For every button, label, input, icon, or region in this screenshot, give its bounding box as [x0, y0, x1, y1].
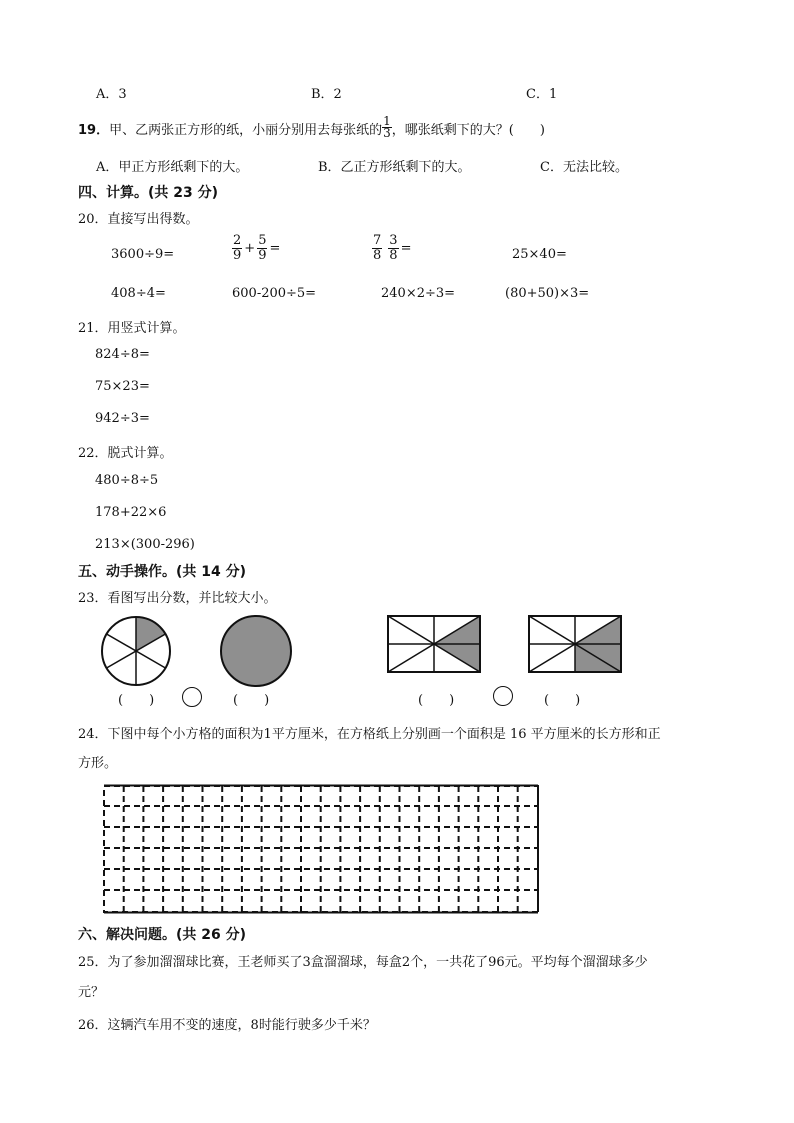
numerator: 3: [389, 233, 398, 248]
question-21-title: 21．用竖式计算。: [78, 321, 186, 336]
expression[interactable]: 25×40=: [512, 247, 567, 262]
option-c[interactable]: C．1: [526, 87, 558, 102]
question-text-after: ，哪张纸剩下的大？( ): [391, 123, 545, 138]
denominator: 8: [389, 248, 398, 263]
equals: =: [400, 241, 412, 256]
full-circle-figure: [219, 614, 293, 688]
denominator: 9: [258, 248, 267, 263]
expression[interactable]: 942÷3=: [95, 411, 150, 426]
shaded-circle: [221, 616, 291, 686]
expression[interactable]: 75×23=: [95, 379, 150, 394]
numerator: 5: [258, 233, 267, 248]
option-a[interactable]: A．甲正方形纸剩下的大。: [96, 160, 249, 175]
fraction: [232, 234, 242, 263]
expression[interactable]: 408÷4=: [111, 286, 166, 301]
option-b[interactable]: B．乙正方形纸剩下的大。: [318, 160, 471, 175]
fraction-denominator: 3: [383, 126, 391, 140]
compare-circle[interactable]: [182, 687, 202, 707]
expression[interactable]: 480÷8÷5: [95, 473, 159, 488]
numerator: 2: [233, 233, 242, 248]
question-number: 19．: [78, 123, 110, 138]
question-text: 甲、乙两张正方形的纸，小丽分别用去每张纸的: [109, 123, 383, 138]
fraction: [388, 234, 398, 263]
fraction-numerator: 1: [383, 114, 391, 128]
fraction: [257, 234, 267, 263]
operator: +: [244, 241, 256, 256]
answer-blank[interactable]: ( ): [233, 693, 270, 708]
question-26: 26．这辆汽车用不变的速度，8时能行驶多少千米？: [78, 1018, 376, 1033]
rectangle-eighths-figure: [387, 615, 481, 673]
section-title: 五、动手操作。(共 14 分): [78, 564, 247, 580]
shaded-sector: [136, 617, 165, 651]
question-23-title: 23．看图写出分数，并比较大小。: [78, 591, 277, 606]
question-24-line1: 24．下图中每个小方格的面积为1平方厘米，在方格纸上分别画一个面积是 16 平方厘米的长方形和正: [78, 727, 661, 742]
question-19: [78, 114, 545, 142]
expression[interactable]: (80+50)×3=: [505, 286, 590, 301]
grid-paper[interactable]: [102, 784, 540, 916]
expression[interactable]: 240×2÷3=: [381, 286, 456, 301]
question-22-title: 22．脱式计算。: [78, 446, 173, 461]
option-b[interactable]: B．2: [311, 87, 342, 102]
expression-fraction-sum[interactable]: [232, 234, 280, 263]
expression[interactable]: 213×(300-296): [95, 537, 195, 552]
question-25-line1: 25．为了参加溜溜球比赛，王老师买了3盒溜溜球，每盒2个，一共花了96元。平均每个溜溜球多少: [78, 955, 648, 970]
answer-blank[interactable]: ( ): [118, 693, 155, 708]
option-c[interactable]: C．无法比较。: [540, 160, 628, 175]
expression-fraction-diff[interactable]: [372, 234, 411, 263]
expression[interactable]: 824÷8=: [95, 347, 150, 362]
section-title: 四、计算。(共 23 分): [78, 185, 219, 201]
fraction: [372, 234, 382, 263]
expression[interactable]: 600-200÷5=: [232, 286, 317, 301]
expression[interactable]: 178+22×6: [95, 505, 167, 520]
rectangle-eighths-figure: [528, 615, 622, 673]
denominator: 9: [233, 248, 242, 263]
expression[interactable]: 3600÷9=: [111, 247, 175, 262]
equals: =: [269, 241, 281, 256]
denominator: 8: [373, 248, 382, 263]
section-title: 六、解决问题。(共 26 分): [78, 927, 247, 943]
circle-sixths-figure: [100, 615, 172, 687]
question-20-title: 20．直接写出得数。: [78, 212, 199, 227]
question-25-line2: 元？: [78, 985, 105, 1000]
compare-circle[interactable]: [493, 686, 513, 706]
answer-blank[interactable]: ( ): [544, 693, 581, 708]
fraction: [382, 116, 392, 139]
answer-blank[interactable]: ( ): [418, 693, 455, 708]
question-24-line2: 方形。: [78, 756, 118, 771]
numerator: 7: [373, 233, 382, 248]
option-a[interactable]: A．3: [96, 87, 127, 102]
